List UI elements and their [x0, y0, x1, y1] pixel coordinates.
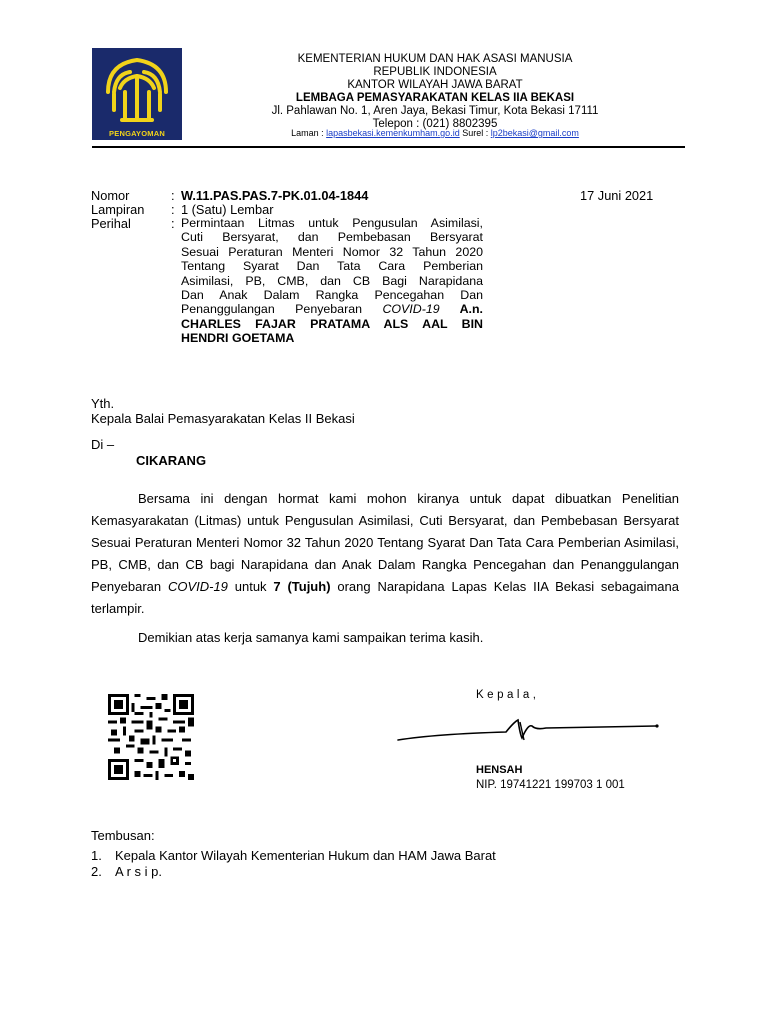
perihal-colon: : [171, 216, 175, 231]
qr-code [108, 694, 194, 780]
body-count: 7 (Tujuh) [273, 579, 331, 594]
institution-name: LEMBAGA PEMASYARAKATAN KELAS IIA BEKASI [295, 92, 575, 104]
lampiran-value: 1 (Satu) Lembar [181, 202, 274, 217]
signatory-title: Kepala, [476, 689, 540, 701]
institution-address: Jl. Pahlawan No. 1, Aren Jaya, Bekasi Timur, Kota Bekasi 17111 [271, 105, 599, 117]
body-text: Bersama ini dengan hormat kami mohon kiranya untuk dapat dibuatkan Penelitian Kemasyarakatan (Litmas) untuk Pengusulan Asimilasi, Cuti Bersyarat, dan Pembebasan Bersyarat Sesuai Peraturan Menteri Nomor 32 Tahun 2020 Tentang Syarat Dan Tata Cara Pemberian Asimilasi, PB, CMB, dan CB bagi Narapidana dan Anak Dalam Rangka Pencegahan dan Penanggulangan Penyebaran [91, 491, 679, 594]
institution-logo [92, 48, 182, 140]
di-label: Di – [91, 437, 115, 452]
handwritten-signature [396, 712, 662, 746]
lampiran-label: Lampiran [91, 202, 145, 217]
perihal-line: Tentang Syarat Dan Tata Cara Pemberian [181, 259, 483, 274]
perihal-an: A.n. [439, 302, 484, 317]
perihal-covid: COVID-19 [382, 302, 440, 317]
regional-office: KANTOR WILAYAH JAWA BARAT [347, 79, 523, 91]
list-item [91, 864, 496, 880]
body-text: orang Narapidana Lapas Kelas IIA Bekasi sebagaimana terlampir. [91, 579, 679, 616]
cc-number: 2. [91, 864, 102, 879]
email-link[interactable]: lp2bekasi@gmail.com [490, 128, 579, 138]
body-covid: COVID-19 [167, 579, 228, 594]
nomor-label: Nomor [91, 188, 130, 203]
body-paragraph-1 [91, 488, 679, 620]
nomor-value: W.11.PAS.PAS.7-PK.01.04-1844 [181, 188, 369, 203]
cc-text: A r s i p. [115, 864, 162, 879]
body-paragraph-2: Demikian atas kerja samanya kami sampaikan terima kasih. [138, 630, 484, 645]
yth-label: Yth. [91, 396, 115, 411]
body-text: untuk [227, 579, 274, 594]
institution-phone: Telepon : (021) 8802395 [372, 118, 498, 130]
perihal-line [181, 302, 483, 316]
signatory-nip: NIP. 19741221 199703 1 001 [476, 779, 625, 791]
perihal-line: Cuti Bersyarat, dan Pembebasan Bersyarat [181, 230, 483, 245]
email-label: Surel : [459, 128, 491, 138]
cc-text: Kepala Kantor Wilayah Kementerian Hukum dan HAM Jawa Barat [115, 848, 496, 863]
country-name: REPUBLIK INDONESIA [373, 66, 497, 78]
recipient-name: Kepala Balai Pemasyarakatan Kelas II Bekasi [91, 411, 355, 426]
perihal-inmate-name-cont: HENDRI GOETAMA [181, 331, 295, 346]
perihal-line: Dan Anak Dalam Rangka Pencegahan Dan [181, 288, 483, 303]
website-label: Laman : [291, 128, 327, 138]
perihal-line: Permintaan Litmas untuk Pengusulan Asimilasi, [181, 216, 483, 230]
cc-number: 1. [91, 848, 102, 863]
perihal-label: Perihal [91, 216, 131, 231]
cc-list [91, 848, 496, 880]
ministry-name: KEMENTERIAN HUKUM DAN HAK ASASI MANUSIA [297, 53, 573, 65]
letter-date: 17 Juni 2021 [580, 188, 654, 203]
contact-line [200, 127, 670, 141]
signatory-name: HENSAH [476, 764, 523, 776]
lampiran-colon: : [171, 202, 175, 217]
letterhead-divider [92, 146, 685, 148]
perihal-line: Sesuai Peraturan Menteri Nomor 32 Tahun 2020 [181, 244, 483, 259]
perihal-line: Asimilasi, PB, CMB, dan CB Bagi Narapidana [181, 273, 483, 288]
nomor-colon: : [171, 188, 175, 203]
recipient-city: CIKARANG [136, 453, 207, 468]
logo-caption: PENGAYOMAN [109, 129, 165, 138]
list-item [91, 848, 496, 864]
perihal-subject [181, 216, 483, 346]
cc-label: Tembusan: [91, 828, 155, 843]
perihal-inmate-name: CHARLES FAJAR PRATAMA ALS AAL BIN [181, 316, 483, 331]
website-link[interactable]: lapasbekasi.kemenkumham.go.id [326, 128, 460, 138]
pengayoman-tree-icon [92, 48, 182, 126]
perihal-text: Penanggulangan Penyebaran [181, 302, 383, 317]
